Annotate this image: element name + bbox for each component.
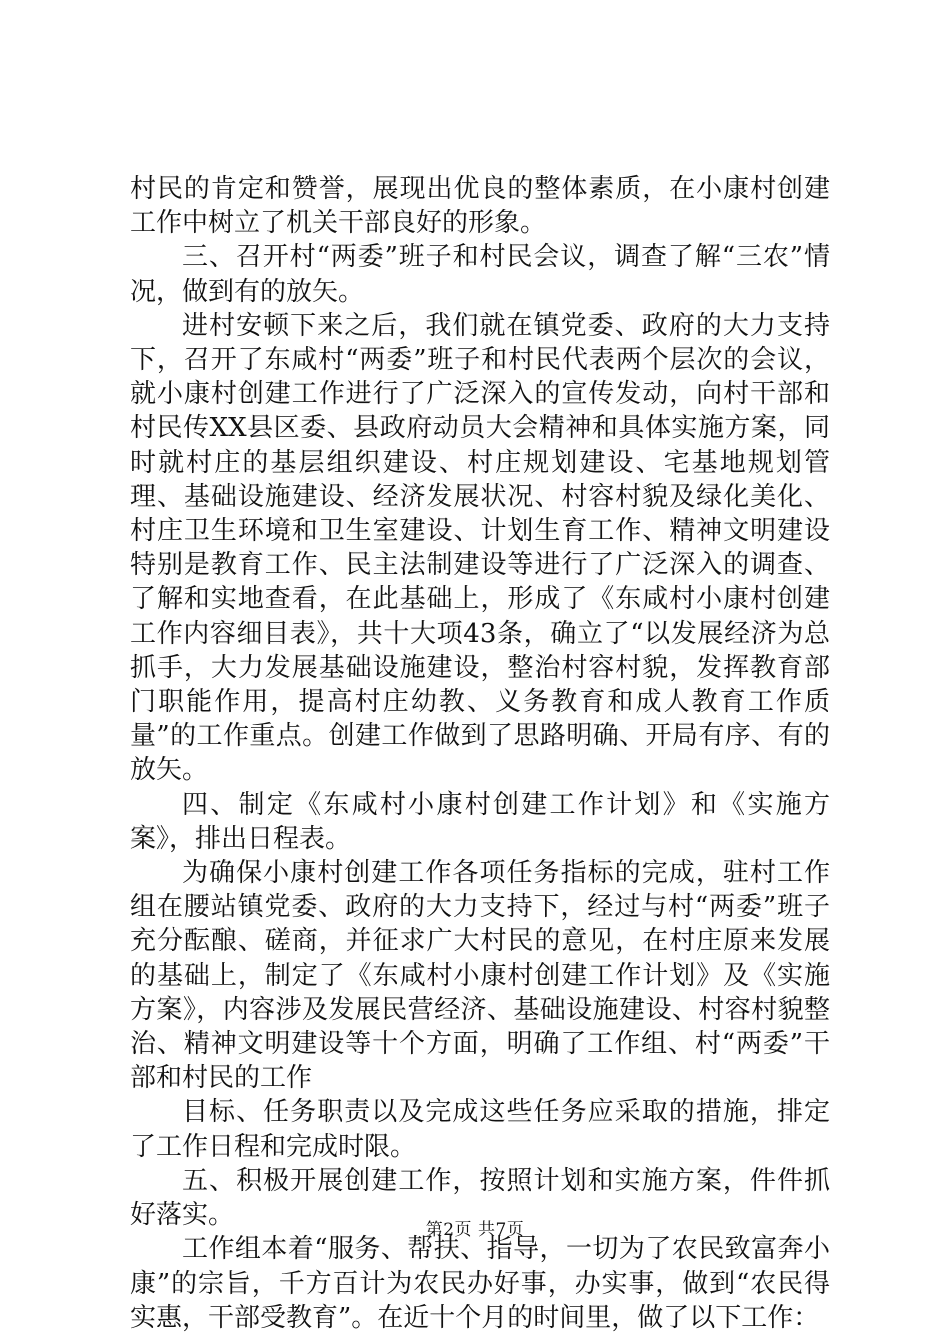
page-footer [0, 1215, 950, 1240]
paragraph: 进村安顿下来之后，我们就在镇党委、政府的大力支持下，召开了东咸村“两委”班子和村民代表两个层次的会议，就小康村创建工作进行了广泛深入的宣传发动，向村干部和村民传XX县区委、县政府动员大会精神和具体实施方案，同时就村庄的基层组织建设、村庄规划建设、宅基地规划管理、基础设施建设、经济发展状况、村容村貌及绿化美化、村庄卫生环境和卫生室建设、计划生育工作、精神文明建设特别是教育工作、民主法制建设等进行了广泛深入的调查、了解和实地查看，在此基础上，形成了《东咸村小康村创建工作内容细目表》，共十大项43条，确立了“以发展经济为总抓手，大力发展基础设施建设，整治村容村貌，发挥教育部门职能作用，提高村庄幼教、义务教育和成人教育工作质量”的工作重点。创建工作做到了思路明确、开局有序、有的放矢。 [130, 310, 830, 786]
section-heading-3: 三、召开村“两委”班子和村民会议，调查了解“三农”情况，做到有的放矢。 [130, 242, 830, 307]
page-number-label: 第2页 共7页 [425, 1220, 525, 1240]
paragraph: 工作组本着“服务、帮扶、指导，一切为了农民致富奔小康”的宗旨，千方百计为农民办好事，办实事，做到“农民得实惠，干部受教育”。在近十个月的时间里，做了以下工作： [130, 1234, 830, 1333]
paragraph: 为确保小康村创建工作各项任务指标的完成，驻村工作组在腰站镇党委、政府的大力支持下，经过与村“两委”班子充分酝酿、磋商，并征求广大村民的意见，在村庄原来发展的基础上，制定了《东咸村小康村创建工作计划》及《实施方案》，内容涉及发展民营经济、基础设施建设、村容村貌整治、精神文明建设等十个方面，明确了工作组、村“两委”干部和村民的工作 [130, 858, 830, 1094]
paragraph: 村民的肯定和赞誉，展现出优良的整体素质，在小康村创建工作中树立了机关干部良好的形象。 [130, 174, 830, 239]
document-body [130, 172, 830, 1335]
paragraph: 目标、任务职责以及完成这些任务应采取的措施，排定了工作日程和完成时限。 [130, 1097, 830, 1162]
section-heading-5: 五、积极开展创建工作，按照计划和实施方案，件件抓好落实。 [130, 1165, 830, 1231]
section-heading-4: 四、制定《东咸村小康村创建工作计划》和《实施方案》，排出日程表。 [130, 789, 830, 854]
